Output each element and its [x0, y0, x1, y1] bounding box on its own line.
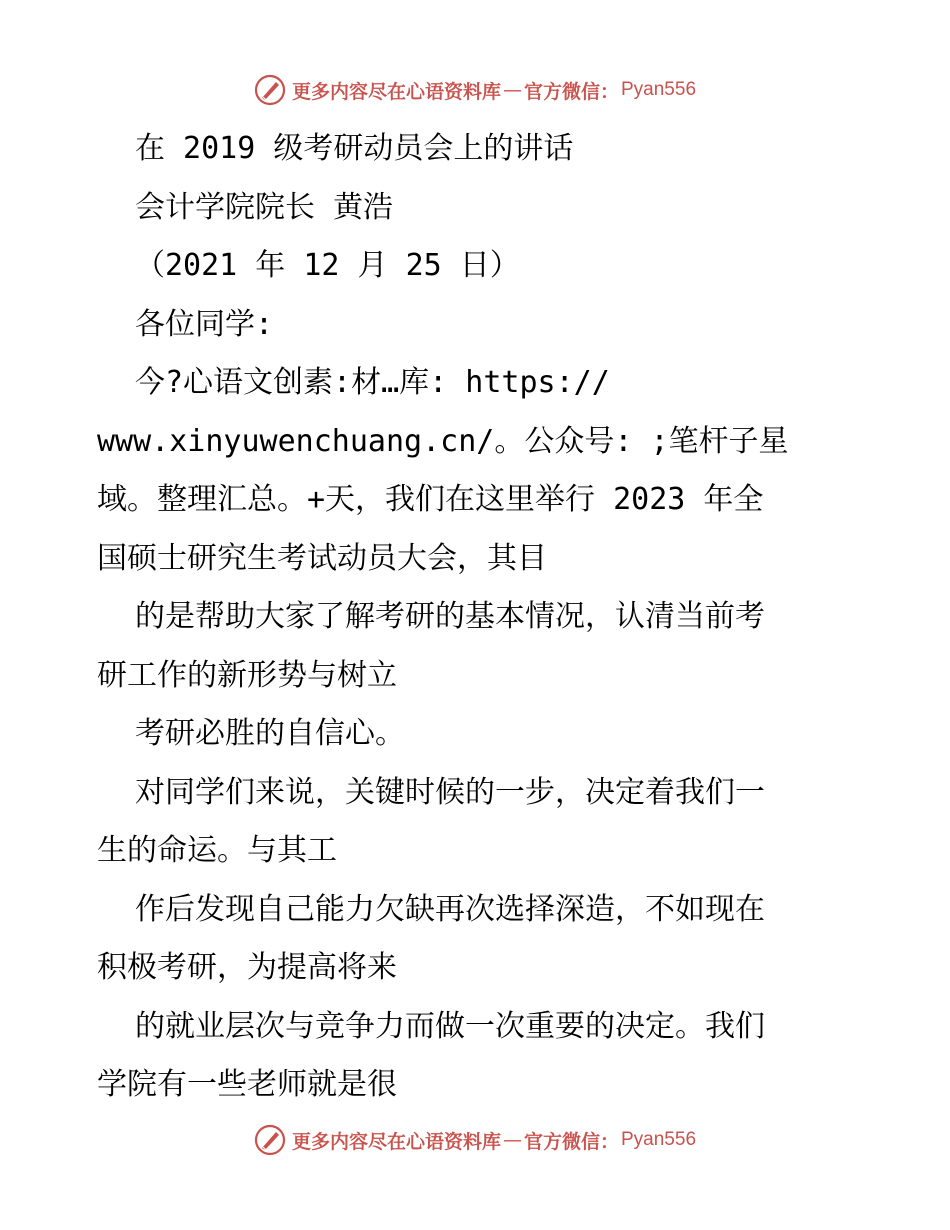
document-body [97, 120, 857, 1115]
quill-logo-icon [254, 1124, 286, 1156]
text-line: 的就业层次与竞争力而做一次重要的决定。我们 [135, 1008, 765, 1044]
text-line: 对同学们来说，关键时候的一步，决定着我们一 [135, 774, 765, 810]
watermark-main-text: 更多内容尽在心语资料库 [291, 1130, 501, 1153]
text-line: 考研必胜的自信心。 [135, 716, 405, 751]
quill-logo-icon [254, 74, 286, 106]
speech-title: 在 2019 级考研动员会上的讲话 [135, 131, 574, 166]
text-line: www.xinyuwenchuang.cn/。公众号: ;笔杆子星 [97, 423, 789, 459]
text-line: 的是帮助大家了解考研的基本情况，认清当前考 [135, 599, 765, 634]
text-line: 作后发现自己能力欠缺再次选择深造，不如现在 [135, 891, 765, 927]
watermark-main-text: 更多内容尽在心语资料库 [291, 80, 501, 103]
watermark-sub-text: 官方微信： [523, 1130, 619, 1153]
salutation: 各位同学: [135, 306, 274, 342]
watermark-wechat-id: Pyan556 [621, 1129, 697, 1150]
watermark-wechat-id: Pyan556 [621, 79, 697, 100]
text-line: 学院有一些老师就是很 [97, 1067, 397, 1102]
watermark-banner-bottom [0, 1120, 950, 1160]
text-line: 生的命运。与其工 [97, 833, 337, 868]
watermark-sub-text: 官方微信： [523, 80, 619, 103]
text-line: 研工作的新形势与树立 [97, 657, 397, 693]
text-line: 国硕士研究生考试动员大会，其目 [97, 540, 547, 576]
text-line: 积极考研，为提高将来 [97, 950, 397, 985]
text-line: 今?心语文创素:材…库: https:// [135, 365, 610, 400]
watermark-banner-top [0, 70, 950, 110]
speech-date: （2021 年 12 月 25 日） [135, 248, 520, 283]
watermark-separator: — [502, 79, 522, 101]
speaker-line: 会计学院院长 黄浩 [135, 189, 394, 225]
text-line: 域。整理汇总。+天，我们在这里举行 2023 年全 [97, 482, 764, 517]
watermark-separator: — [502, 1129, 522, 1151]
